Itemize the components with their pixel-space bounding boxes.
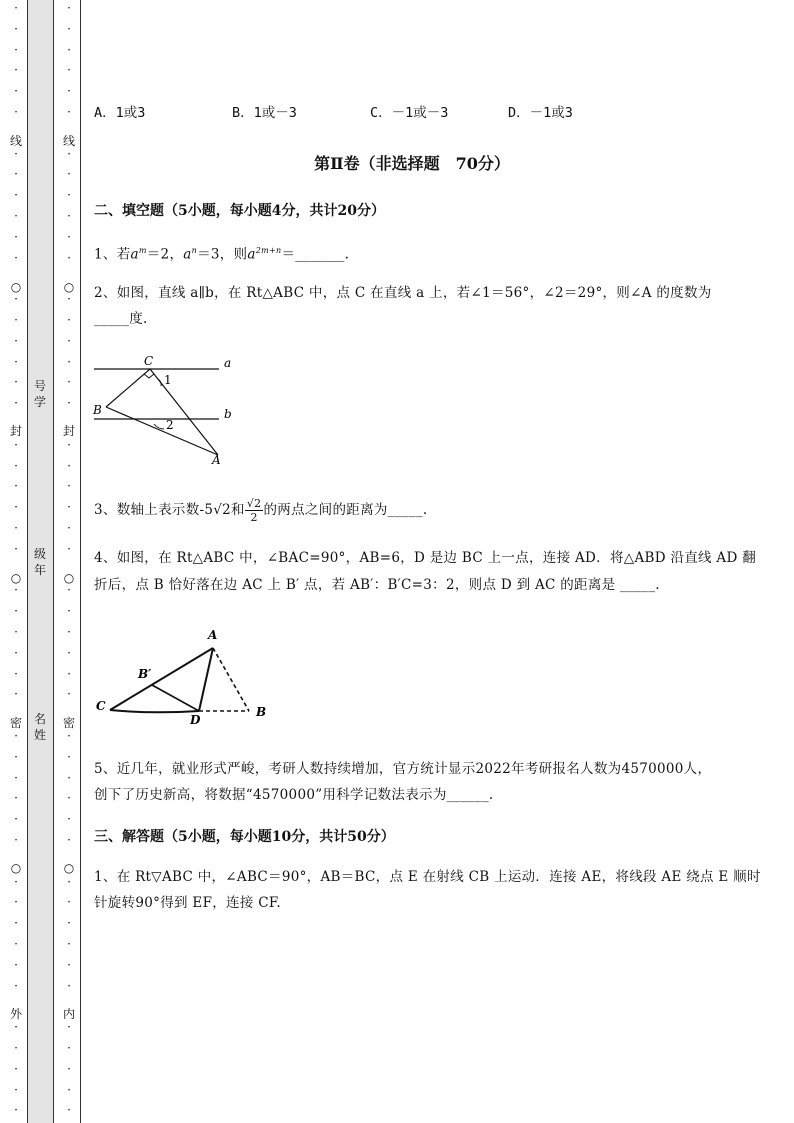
margin-dot: · xyxy=(14,916,18,931)
problem-1-line1: 1、在 Rt▽ABC 中，∠ABC＝90°，AB＝BC，点 E 在射线 CB 上运动．连接 AE，将线段 AE 绕点 E 顺时 xyxy=(94,869,761,885)
margin-dot: · xyxy=(14,437,18,452)
margin-dot: · xyxy=(14,396,18,411)
q2-figure xyxy=(88,352,248,467)
margin-dot: · xyxy=(67,63,71,78)
triangle-abc xyxy=(106,369,218,455)
margin-dot: · xyxy=(67,1061,71,1076)
problem-1-line2: 针旋转90°得到 EF，连接 CF. xyxy=(94,895,282,911)
question-4-line2: 折后，点 B 恰好落在边 AC 上 B′ 点，若 AB′：B′C=3：2，则点 D 到 AC 的距离是 _____. xyxy=(94,577,660,593)
margin-dot: · xyxy=(14,812,18,827)
margin-dot: · xyxy=(14,1020,18,1035)
q3-tail: 的两点之间的距离为_____. xyxy=(263,502,428,518)
margin-dot: · xyxy=(67,188,71,203)
margin-dot: · xyxy=(67,250,71,265)
margin-dot: · xyxy=(14,313,18,327)
segment-AD xyxy=(199,648,213,711)
outer-circle-2: ○ xyxy=(10,571,22,585)
margin-dot: · xyxy=(14,957,18,972)
section3-heading: 三、解答题（5小题，每小题10分，共计50分） xyxy=(94,829,395,845)
margin-dot: · xyxy=(14,1041,18,1055)
margin-dot: · xyxy=(14,229,18,244)
option-a: A．1或3 xyxy=(94,105,146,121)
margin-dot: · xyxy=(14,375,18,390)
margin-dot: · xyxy=(14,937,18,951)
q1-a-base: a xyxy=(247,246,256,263)
margin-dot: · xyxy=(14,84,18,99)
right-angle-mark xyxy=(144,374,154,378)
margin-dot: · xyxy=(67,770,71,785)
segment-AB-dashed xyxy=(213,648,249,711)
outer-circle-3: ○ xyxy=(10,861,22,875)
margin-dot: · xyxy=(67,874,71,889)
margin-dot: · xyxy=(14,105,18,119)
outer-label-mi: 密 xyxy=(9,716,22,730)
margin-dot: · xyxy=(14,770,18,785)
margin-dot: · xyxy=(67,791,71,806)
margin-dot: · xyxy=(14,749,18,764)
margin-dot: · xyxy=(14,354,18,369)
field-name-label: 名姓 xyxy=(34,712,47,742)
margin-dot: · xyxy=(67,1082,71,1097)
margin-dot: · xyxy=(67,937,71,951)
q1-am-exp: m xyxy=(138,246,147,255)
section2-heading: 二、填空题（5小题，每小题4分，共计20分） xyxy=(94,203,385,219)
margin-dot: · xyxy=(67,833,71,847)
label-B: B xyxy=(93,403,102,417)
margin-dot: · xyxy=(67,1041,71,1055)
margin-dot: · xyxy=(67,167,71,182)
inner-label-xian: 线 xyxy=(62,134,75,148)
outer-circle-1: ○ xyxy=(10,280,22,294)
label-B: B xyxy=(256,705,267,719)
margin-dot: · xyxy=(67,895,71,910)
inner-circle-2: ○ xyxy=(63,571,75,585)
inner-label-mi: 密 xyxy=(62,716,75,730)
margin-dot: · xyxy=(14,666,18,681)
inner-circle-3: ○ xyxy=(63,861,75,875)
margin-dot: · xyxy=(67,666,71,681)
label-1: 1 xyxy=(164,373,172,387)
margin-dot: · xyxy=(67,916,71,931)
q1-a-exp: 2m+n xyxy=(255,246,282,255)
margin-dot: · xyxy=(14,146,18,161)
margin-dot: · xyxy=(14,188,18,203)
margin-dot: · xyxy=(14,1061,18,1076)
margin-dot: · xyxy=(67,333,71,348)
margin-dot: · xyxy=(14,874,18,889)
segment-BpD xyxy=(152,685,199,711)
margin-dot: · xyxy=(67,458,71,473)
margin-dot: · xyxy=(67,146,71,161)
outer-label-xian: 线 xyxy=(9,134,22,148)
margin-dot: · xyxy=(67,375,71,390)
inner-label-nei: 内 xyxy=(62,1007,75,1021)
margin-dot: · xyxy=(14,1,18,15)
q1-eq1: ＝2， xyxy=(146,246,184,263)
margin-dot: · xyxy=(67,209,71,223)
margin-dot: · xyxy=(14,1103,18,1118)
field-grade-label: 级年 xyxy=(34,547,47,577)
margin-dot: · xyxy=(14,63,18,78)
margin-dot: · xyxy=(67,957,71,972)
margin-dot: · xyxy=(14,333,18,348)
margin-dot: · xyxy=(14,604,18,619)
margin-dot: · xyxy=(14,42,18,57)
margin-dot: · xyxy=(14,292,18,307)
margin-dot: · xyxy=(67,583,71,598)
q1-an-base: a xyxy=(183,246,192,263)
label-Bp: B′ xyxy=(138,667,152,681)
q3-frac-den: 2 xyxy=(250,511,258,524)
option-c: C．－1或－3 xyxy=(370,105,449,121)
margin-dot: · xyxy=(14,500,18,515)
label-b: b xyxy=(224,407,232,421)
q1-an-exp: n xyxy=(191,246,198,255)
option-d: D．－1或3 xyxy=(508,105,573,121)
margin-dot: · xyxy=(67,604,71,619)
question-5-line2: 创下了历史新高，将数据“4570000”用科学记数法表示为______. xyxy=(94,787,494,803)
margin-dot: · xyxy=(67,1020,71,1035)
margin-dot: · xyxy=(14,167,18,182)
question-5-line1: 5、近几年，就业形式严峻，考研人数持续增加，官方统计显示2022年考研报名人数为4570000人， xyxy=(94,761,712,777)
margin-dot: · xyxy=(67,479,71,494)
part2-title: 第Ⅱ卷（非选择题 70分） xyxy=(314,154,510,173)
margin-dot: · xyxy=(67,1103,71,1118)
question-1 xyxy=(94,238,349,268)
question-3 xyxy=(94,493,428,527)
q1-am-base: a xyxy=(130,246,139,263)
margin-dot: · xyxy=(67,978,71,993)
field-student-number[interactable] xyxy=(34,378,48,410)
q3-and: 和 xyxy=(231,502,245,518)
field-name[interactable] xyxy=(34,711,48,743)
q3-frac-num: √2 xyxy=(246,497,262,510)
label-D: D xyxy=(190,713,201,724)
q1-tail: ＝_______. xyxy=(281,246,350,263)
q3-pre: 3、数轴上表示数-5 xyxy=(94,502,214,518)
margin-dot: · xyxy=(14,209,18,223)
outer-label-wai: 外 xyxy=(9,1007,22,1021)
inner-label-feng: 封 xyxy=(62,424,75,438)
label-A: A xyxy=(212,453,221,467)
question-2-line2: _____度. xyxy=(94,311,148,327)
margin-dot: · xyxy=(14,791,18,806)
q3-sqrt: √2 xyxy=(213,502,232,518)
q1-eq2: ＝3，则 xyxy=(197,246,248,263)
margin-dot: · xyxy=(14,21,18,36)
margin-dot: · xyxy=(14,479,18,494)
label-A: A xyxy=(208,628,218,642)
label-2: 2 xyxy=(166,418,174,432)
margin-dot: · xyxy=(67,500,71,515)
question-2-line1: 2、如图，直线 a∥b，在 Rt△ABC 中，点 C 在直线 a 上，若∠1＝56°，∠2＝29°，则∠A 的度数为 xyxy=(94,285,712,301)
q3-fraction xyxy=(245,497,264,524)
margin-dot: · xyxy=(67,687,71,702)
inner-circle-1: ○ xyxy=(63,280,75,294)
margin-dot: · xyxy=(14,895,18,910)
field-grade[interactable] xyxy=(34,546,48,578)
margin-dot: · xyxy=(67,84,71,99)
label-C: C xyxy=(144,354,154,368)
side-CD xyxy=(110,710,199,712)
margin-dot: · xyxy=(67,396,71,411)
field-student-number-label: 号学 xyxy=(34,379,47,409)
margin-dot: · xyxy=(14,541,18,556)
margin-dot: · xyxy=(67,521,71,535)
margin-dot: · xyxy=(14,833,18,847)
margin-dot: · xyxy=(67,229,71,244)
margin-dot: · xyxy=(67,625,71,639)
margin-dot: · xyxy=(67,21,71,36)
label-C: C xyxy=(96,699,106,713)
outer-label-feng: 封 xyxy=(9,424,22,438)
margin-dot: · xyxy=(14,583,18,598)
margin-dot: · xyxy=(67,292,71,307)
margin-dot: · xyxy=(14,250,18,265)
margin-dot: · xyxy=(14,1082,18,1097)
margin-dot: · xyxy=(14,978,18,993)
margin-dot: · xyxy=(14,729,18,743)
question-4-line1: 4、如图，在 Rt△ABC 中，∠BAC=90°，AB=6，D 是边 BC 上一点，连接 AD．将△ABD 沿直线 AD 翻 xyxy=(94,550,756,566)
margin-dot: · xyxy=(67,354,71,369)
margin-dot: · xyxy=(14,521,18,535)
margin-dot: · xyxy=(67,812,71,827)
margin-dot: · xyxy=(14,687,18,702)
q1-pre: 1、若 xyxy=(94,246,131,263)
margin-dot: · xyxy=(14,645,18,660)
label-a: a xyxy=(224,356,232,370)
q4-figure xyxy=(92,624,272,724)
margin-dot: · xyxy=(67,42,71,57)
margin-dot: · xyxy=(67,749,71,764)
margin-dot: · xyxy=(67,541,71,556)
margin-dot: · xyxy=(67,729,71,743)
margin-dot: · xyxy=(67,645,71,660)
margin-dot: · xyxy=(14,458,18,473)
side-CA xyxy=(110,648,213,710)
margin-dot: · xyxy=(67,313,71,327)
margin-dot: · xyxy=(67,105,71,119)
margin-dot: · xyxy=(14,625,18,639)
margin-dot: · xyxy=(67,1,71,15)
margin-dot: · xyxy=(67,437,71,452)
option-b: B．1或－3 xyxy=(232,105,297,121)
